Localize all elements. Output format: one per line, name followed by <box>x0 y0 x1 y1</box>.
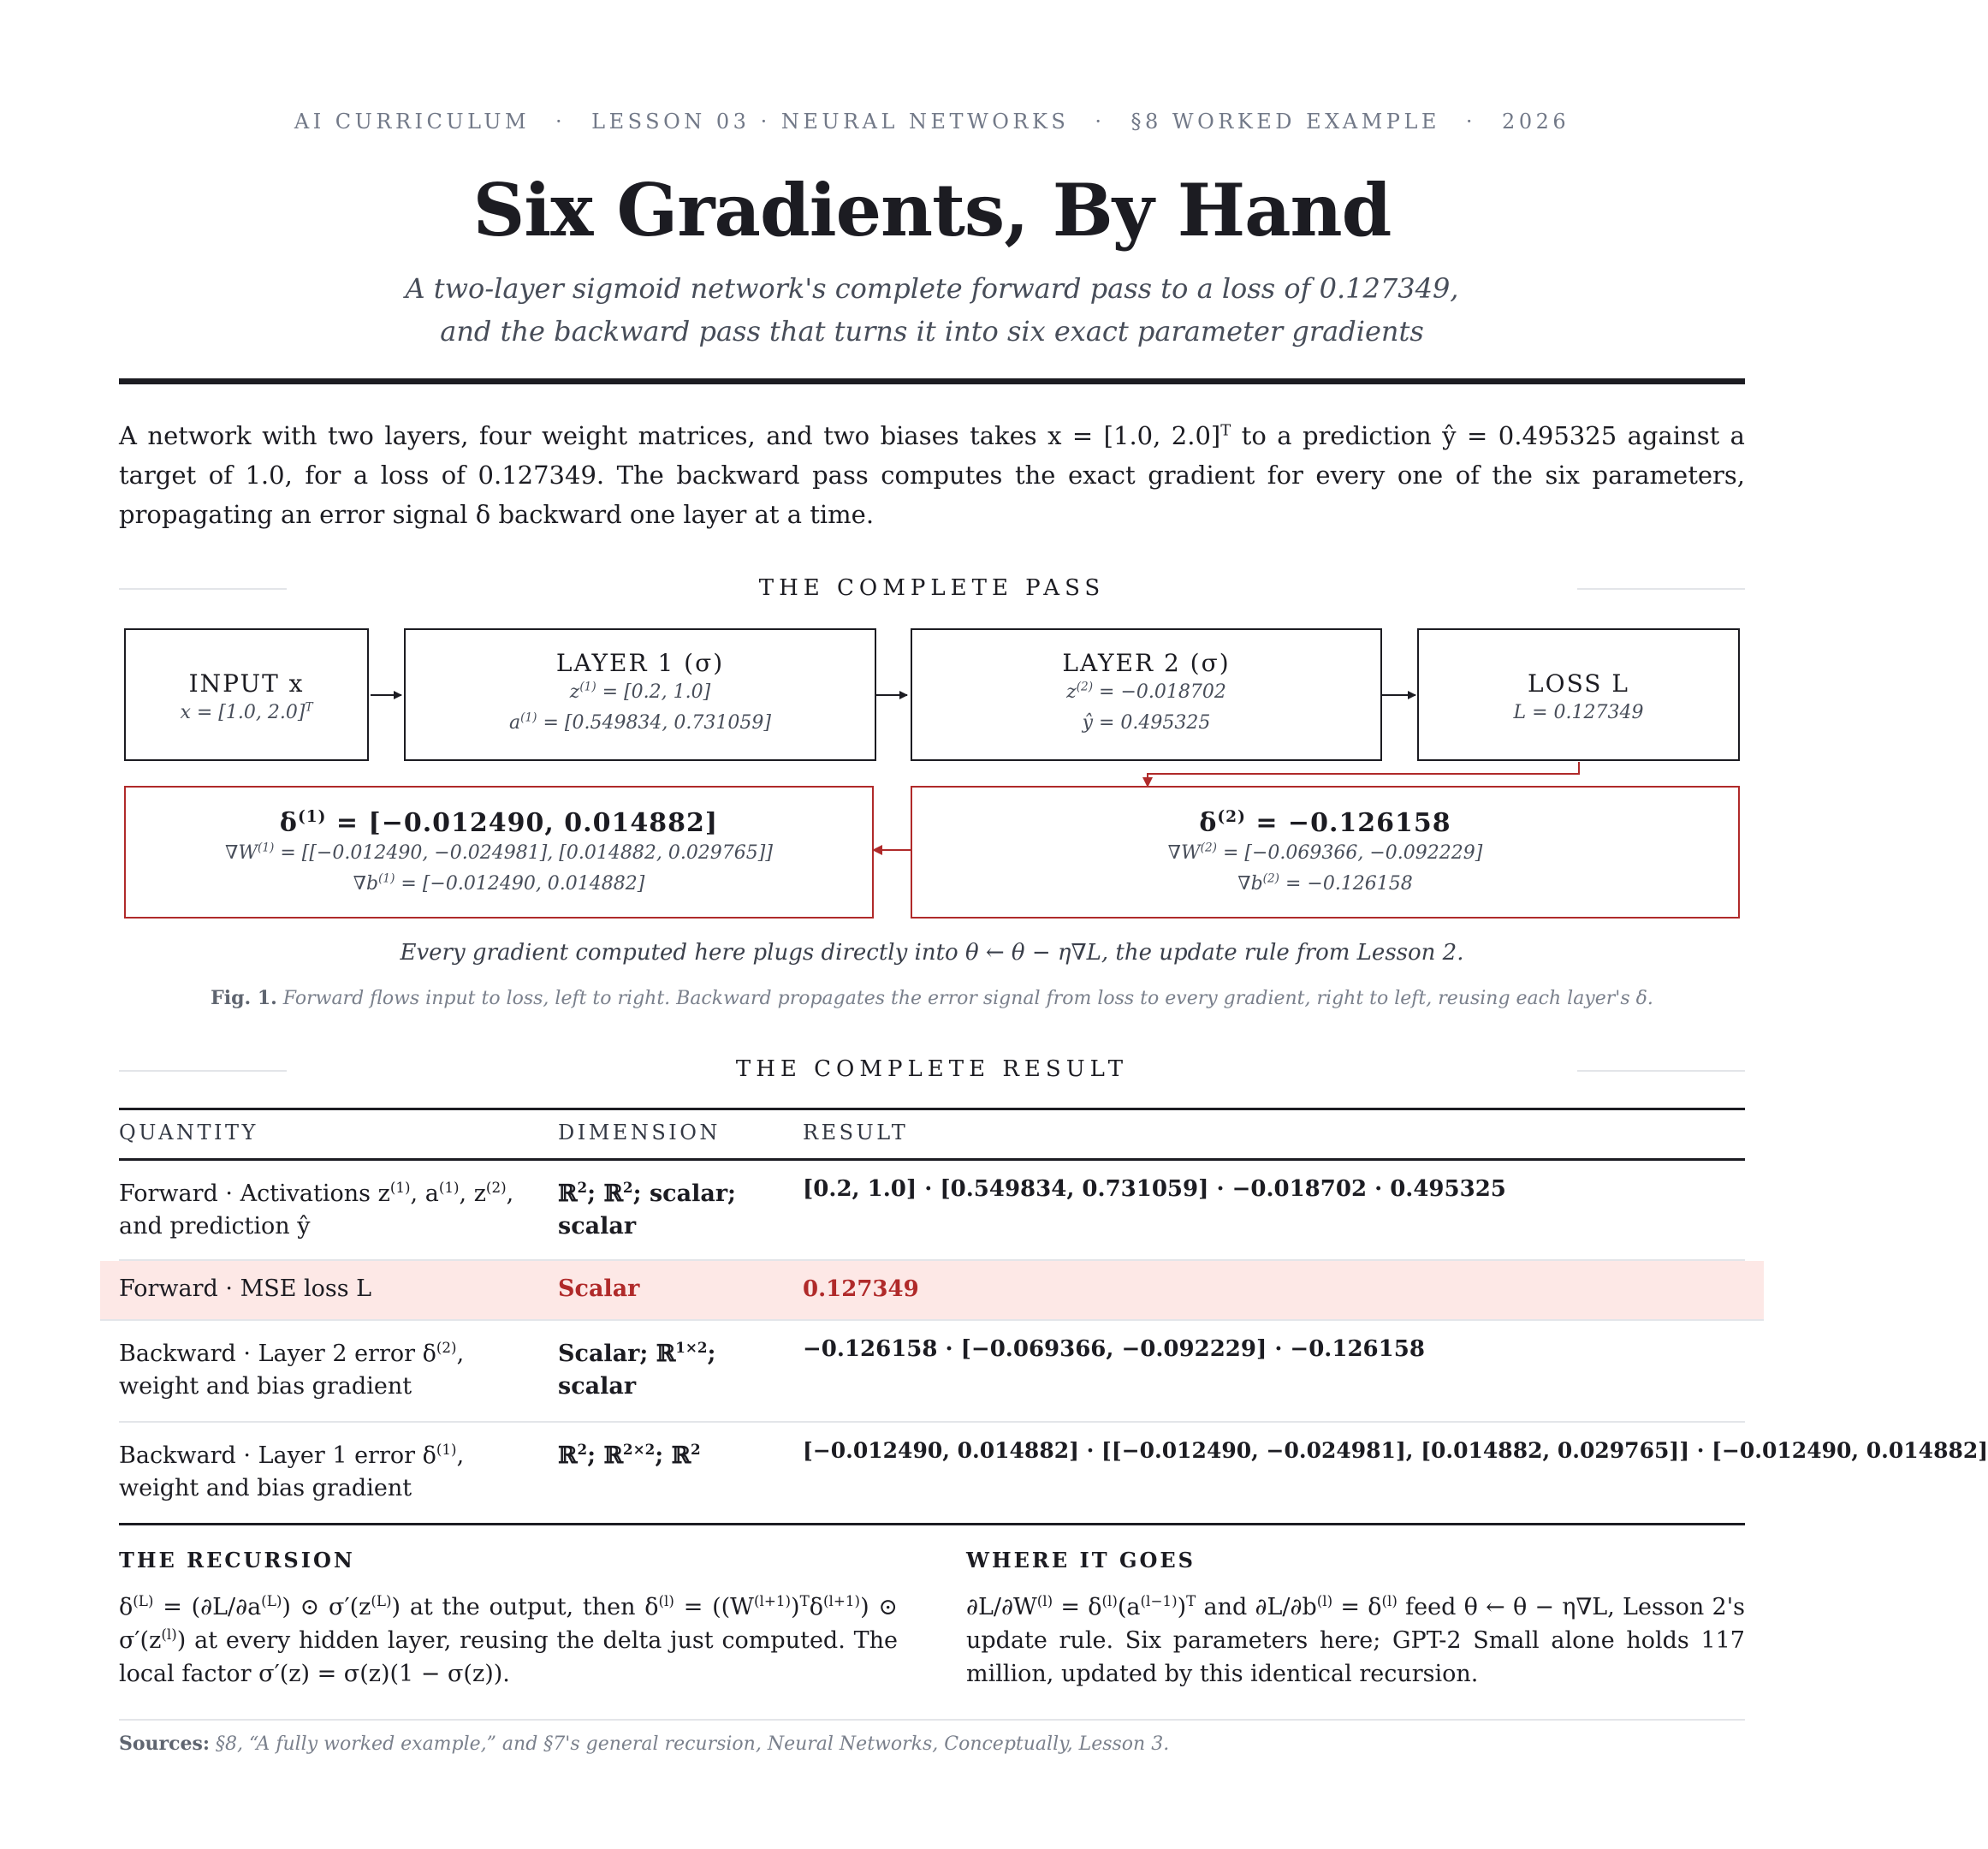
text: Forward · Activations z <box>119 1180 390 1207</box>
result-cell: [0.2, 1.0] · [0.549834, 0.731059] · −0.018702 · 0.495325 <box>803 1176 1506 1202</box>
sym: z <box>1066 681 1077 703</box>
t: = δ <box>1053 1594 1102 1620</box>
dimension-cell <box>558 1338 798 1403</box>
kicker <box>119 110 1745 134</box>
sym: δ <box>279 808 298 838</box>
column-header-dimension: DIMENSION <box>558 1121 721 1144</box>
intro-text: A network with two layers, four weight matrices, and two biases takes x = [1.0, 2.0] <box>119 421 1221 450</box>
sources-label: Sources: <box>119 1733 211 1755</box>
figure-text: Forward flows input to loss, left to right. Backward propagates the error signal from loss to every gradient, right to left, reusing each layer's δ. <box>276 988 1653 1009</box>
sources-text: §8, “A fully worked example,” and §7's general recursion, Neural Networks, Conceptually, Lesson 3. <box>210 1733 1170 1755</box>
t: feed θ ← θ − η∇L, Lesson 2's update rule. Six parameters here; GPT-2 Small alone holds 117 million, updated by this identical recursion. <box>966 1594 1745 1687</box>
sup: (2) <box>436 1339 457 1356</box>
sym: ∇W <box>225 842 258 864</box>
text: ; scalar; scalar <box>558 1180 737 1240</box>
sup: (2) <box>1217 808 1246 826</box>
page-title: Six Gradients, By Hand <box>472 168 1392 253</box>
delta1-title <box>126 808 872 838</box>
t: δ <box>809 1594 823 1620</box>
column-header-quantity: QUANTITY <box>119 1121 258 1144</box>
value: = [−0.012490, 0.014882] <box>395 873 645 895</box>
delta1-box <box>124 786 874 919</box>
column-header-result: RESULT <box>803 1121 909 1144</box>
sup: (2) <box>1076 680 1094 694</box>
sup: (1) <box>579 680 596 694</box>
table-row-highlighted <box>100 1261 1764 1321</box>
sup: (l) <box>161 1626 177 1643</box>
quantity-cell <box>119 1178 547 1243</box>
text: , a <box>410 1180 439 1207</box>
value: = −0.126158 <box>1245 808 1451 838</box>
sources-note <box>119 1733 1745 1755</box>
sup: 2 <box>622 1179 633 1196</box>
delta1-grad-w <box>126 838 872 869</box>
sup: (2) <box>485 1179 507 1196</box>
sup: (l) <box>1381 1592 1398 1609</box>
sources-divider <box>119 1719 1745 1721</box>
text: ℝ <box>558 1180 578 1207</box>
quantity-cell <box>119 1440 547 1505</box>
sup: T <box>1186 1592 1196 1609</box>
t: ∂L/∂W <box>966 1594 1037 1620</box>
t: = δ <box>1332 1594 1382 1620</box>
sup: (1) <box>520 710 537 725</box>
text: , z <box>459 1180 486 1207</box>
sup: (l) <box>658 1592 674 1609</box>
layer2-z <box>912 677 1380 708</box>
value: = [0.549834, 0.731059] <box>537 712 771 734</box>
layer1-z <box>406 677 875 708</box>
diagram-caption: Every gradient computed here plugs directly into θ ← θ − η∇L, the update rule from Lesson 2. <box>400 940 1464 966</box>
sup: 1×2 <box>675 1339 708 1356</box>
sup: (L) <box>133 1592 154 1609</box>
t: δ <box>119 1594 134 1620</box>
t: ) at every hidden layer, reusing the delta just computed. The local factor σ′(z) = σ(z)(1 − σ(z)). <box>119 1627 898 1687</box>
delta2-title <box>912 808 1738 838</box>
quantity-cell <box>119 1338 547 1403</box>
value: = [−0.069366, −0.092229] <box>1216 842 1483 864</box>
text: ; ℝ <box>587 1442 623 1469</box>
recursion-heading: THE RECURSION <box>119 1548 355 1573</box>
layer2-yhat: ŷ = 0.495325 <box>1082 712 1211 734</box>
loss-value: L = 0.127349 <box>1513 702 1644 723</box>
value: = −0.018702 <box>1093 681 1226 703</box>
recursion-text <box>119 1590 898 1691</box>
value: = [−0.012490, 0.014882] <box>326 808 719 838</box>
table-row <box>119 1161 1745 1261</box>
transpose-sup: T <box>305 700 313 715</box>
sup: (L) <box>371 1592 392 1609</box>
input-box <box>124 628 369 761</box>
sup: (2) <box>1262 871 1279 886</box>
dimension-cell: Scalar <box>558 1275 640 1302</box>
kicker-separator: · <box>1465 110 1477 134</box>
figure-caption <box>119 987 1745 1009</box>
t: ) ⊙ σ′(z <box>119 1594 898 1654</box>
input-value <box>126 698 367 728</box>
t: = (∂L/∂a <box>153 1594 262 1620</box>
intro-superscript: T <box>1220 421 1231 440</box>
sup: (2) <box>1200 841 1217 855</box>
text: ; ℝ <box>655 1442 691 1469</box>
sup: (1) <box>297 808 327 826</box>
text: Backward · Layer 1 error δ <box>119 1442 436 1469</box>
intro-text: to a prediction ŷ = 0.495325 against a target of 1.0, for a loss of 0.127349. The backward pass computes the exact gradient for every one of the six parameters, propagating an error signal δ backward one layer at a time. <box>119 421 1745 529</box>
text: Scalar; ℝ <box>558 1341 676 1367</box>
figure-number: Fig. 1. <box>211 987 277 1009</box>
sup: (L) <box>261 1592 282 1609</box>
t: ) at the output, then δ <box>391 1594 659 1620</box>
table-header <box>119 1110 1745 1161</box>
text: ; ℝ <box>587 1180 623 1207</box>
sup: (1) <box>436 1441 457 1458</box>
kicker-separator: · <box>555 110 567 134</box>
delta2-grad-w <box>912 838 1738 869</box>
input-title: INPUT x <box>188 669 305 698</box>
diagram-heading: THE COMPLETE PASS <box>758 575 1106 601</box>
page-subtitle <box>119 267 1745 353</box>
layer2-box <box>911 628 1382 761</box>
where-text <box>966 1590 1745 1691</box>
result-heading: THE COMPLETE RESULT <box>735 1056 1129 1082</box>
layer1-title: LAYER 1 (σ) <box>555 649 725 677</box>
kicker-separator: · <box>1095 110 1106 134</box>
value: = −0.126158 <box>1279 873 1413 895</box>
delta2-box <box>911 786 1740 919</box>
sup: 2 <box>577 1441 588 1458</box>
text: , and prediction ŷ <box>119 1180 514 1240</box>
layer1-box <box>404 628 876 761</box>
text: ℝ <box>558 1442 578 1469</box>
sym: ∇W <box>1167 842 1201 864</box>
quantity-cell: Forward · MSE loss L <box>119 1275 372 1302</box>
kicker-section: §8 WORKED EXAMPLE <box>1130 110 1440 134</box>
sup: (1) <box>389 1179 411 1196</box>
text: , weight and bias gradient <box>119 1341 465 1400</box>
sup: (1) <box>378 871 395 886</box>
result-cell: −0.126158 · [−0.069366, −0.092229] · −0.126158 <box>803 1336 1425 1362</box>
dimension-cell <box>558 1440 798 1472</box>
layer2-title: LAYER 2 (σ) <box>1062 649 1231 677</box>
backward-arrow-loss-to-delta2 <box>1148 762 1579 786</box>
table-row <box>119 1321 1745 1423</box>
text: ; scalar <box>558 1341 716 1400</box>
t: and ∂L/∂b <box>1196 1594 1317 1620</box>
subtitle-line: and the backward pass that turns it into six exact parameter gradients <box>440 315 1424 348</box>
sym: ∇b <box>353 873 379 895</box>
kicker-year: 2026 <box>1502 110 1570 134</box>
sup: 2 <box>577 1179 588 1196</box>
intro-paragraph <box>119 416 1745 534</box>
sup: 2×2 <box>622 1441 656 1458</box>
sup: (l) <box>1036 1592 1053 1609</box>
sup: (l+1) <box>823 1592 861 1609</box>
result-cell: [−0.012490, 0.014882] · [[−0.012490, −0.024981], [0.014882, 0.029765]] · [−0.012490, 0.014882] <box>803 1438 1988 1463</box>
result-cell: 0.127349 <box>803 1276 919 1302</box>
sym: a <box>509 712 521 734</box>
t: ) <box>1177 1594 1187 1620</box>
value: = [[−0.012490, −0.024981], [0.014882, 0.029765]] <box>274 842 773 864</box>
kicker-lesson: LESSON 03 · NEURAL NETWORKS <box>591 110 1070 134</box>
kicker-course: AI CURRICULUM <box>294 110 531 134</box>
sup: (l+1) <box>753 1592 792 1609</box>
dimension-cell <box>558 1178 798 1243</box>
header-divider <box>119 378 1745 384</box>
t: ) <box>791 1594 800 1620</box>
text: , weight and bias gradient <box>119 1442 465 1501</box>
layer1-a <box>406 708 875 739</box>
value: = [0.2, 1.0] <box>596 681 711 703</box>
sym: z <box>569 681 580 703</box>
sup: (l−1) <box>1140 1592 1178 1609</box>
input-vector: x = [1.0, 2.0] <box>180 702 306 723</box>
loss-title: LOSS L <box>1528 669 1629 698</box>
where-heading: WHERE IT GOES <box>966 1548 1196 1573</box>
loss-box <box>1417 628 1740 761</box>
t: ) ⊙ σ′(z <box>282 1594 371 1620</box>
sup: (l) <box>1101 1592 1118 1609</box>
sym: δ <box>1199 808 1218 838</box>
sup: (l) <box>1316 1592 1333 1609</box>
text: Backward · Layer 2 error δ <box>119 1341 436 1367</box>
delta2-grad-b <box>912 869 1738 900</box>
table-row <box>119 1423 1988 1525</box>
t: (a <box>1117 1594 1141 1620</box>
sym: ∇b <box>1237 873 1263 895</box>
subtitle-line: A two-layer sigmoid network's complete forward pass to a loss of 0.127349, <box>405 272 1459 305</box>
delta1-grad-b <box>126 869 872 900</box>
sup: (1) <box>438 1179 460 1196</box>
t: = ((W <box>674 1594 754 1620</box>
sup: T <box>799 1592 810 1609</box>
result-table <box>119 1108 1988 1525</box>
sup: (1) <box>258 841 275 855</box>
sup: 2 <box>691 1441 701 1458</box>
